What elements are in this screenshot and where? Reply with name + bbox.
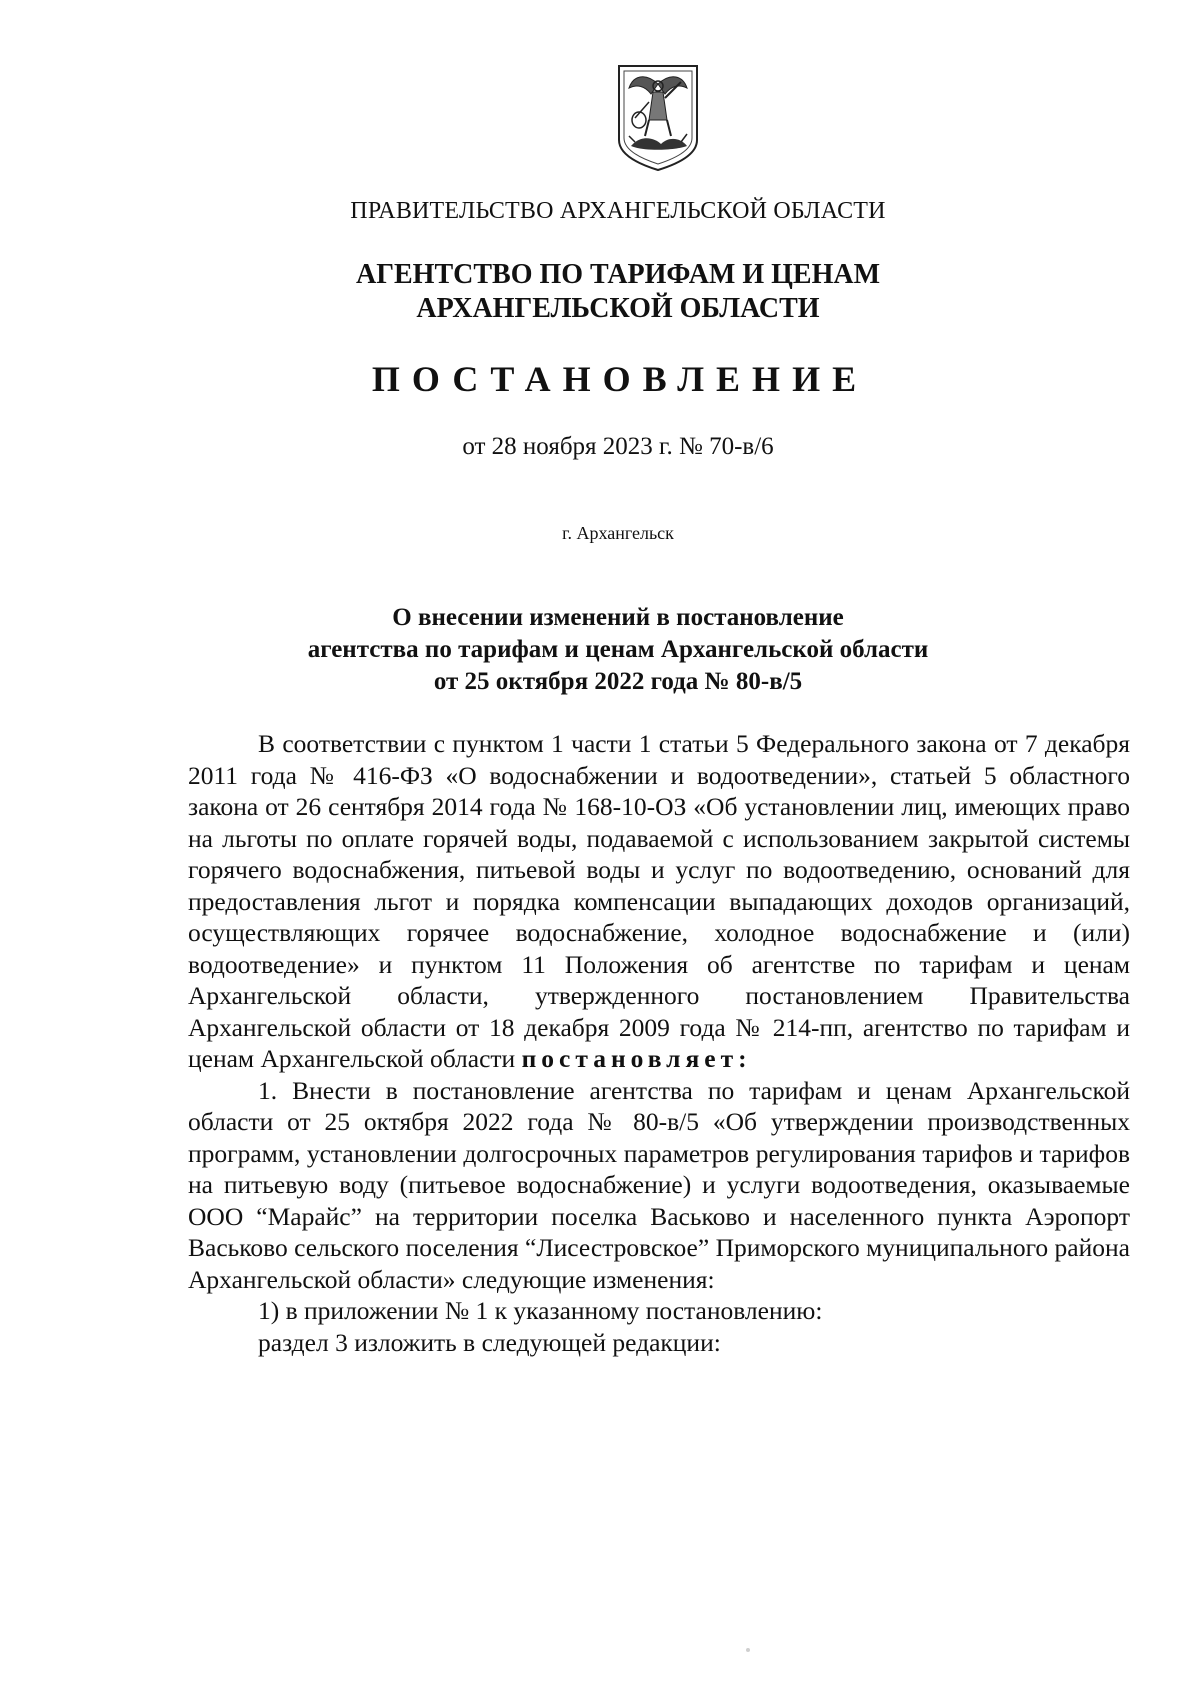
document-title <box>18 602 1200 698</box>
document-title-line1: О внесении изменений в постановление <box>392 604 844 631</box>
agency-heading-line2: АРХАНГЕЛЬСКОЙ ОБЛАСТИ <box>416 293 820 324</box>
arkhangelsk-coat-of-arms-emblem <box>615 62 701 172</box>
document-type: ПОСТАНОВЛЕНИЕ <box>371 359 869 399</box>
agency-heading-line1: АГЕНТСТВО ПО ТАРИФАМ И ЦЕНАМ <box>355 259 881 290</box>
item-1-paragraph: 1. Внести в постановление агентства по тарифам и ценам Архангельской области от 25 октября 2022 года № 80-в/5 «Об утверждении производственных программ, установлении долгосрочных параметров регулирования тарифов и тарифов на питьевую воду (питьевое водоснабжение) и услуги водоотведения, оказываемые ООО “Марайс” на территории поселка Васьково и населенного пункта Аэропорт Васьково сельского поселения “Лисестровское” Приморского муниципального района Архангельской области» следующие изменения: <box>188 1075 1130 1294</box>
scan-dot <box>746 1648 750 1652</box>
section-3-paragraph: раздел 3 изложить в следующей редакции: <box>258 1327 721 1357</box>
government-heading: ПРАВИТЕЛЬСТВО АРХАНГЕЛЬСКОЙ ОБЛАСТИ <box>350 198 886 224</box>
document-title-line3: от 25 октября 2022 года № 80-в/5 <box>433 668 803 695</box>
preamble-paragraph <box>188 728 1130 1075</box>
preamble-text: В соответствии с пунктом 1 части 1 статьи 5 Федерального закона от 7 декабря 2011 года № 416-ФЗ «О водоснабжении и водоотведении», статьей 5 областного закона от 26 сентября 2014 года № 168-10-ОЗ «Об установлении лиц, имеющих право на льготы по оплате горячей воды, подаваемой с использованием закрытой системы горячего водоснабжения, питьевой воды и услуг по водоотведению, оснований для предоставления льгот и порядка компенсации выпадающих доходов организаций, осуществляющих горячее водоснабжение, холодное водоснабжение и (или) водоотведение» и пунктом 11 Положения об агентстве по тарифам и ценам Архангельской области, утвержденного постановлением Правительства Архангельской области от 18 декабря 2009 года № 214-пп, агентство по тарифам и ценам Архангельской области <box>188 729 1130 1073</box>
document-title-line2: агентства по тарифам и ценам Архангельской области <box>307 636 929 663</box>
resolves-keyword: постановляет: <box>521 1044 752 1073</box>
document-body <box>188 728 1130 1358</box>
subitem-1-paragraph: 1) в приложении № 1 к указанному постановлению: <box>258 1296 823 1325</box>
document-city: г. Архангельск <box>562 523 674 543</box>
document-date-number: от 28 ноября 2023 г. № 70-в/6 <box>462 433 774 460</box>
agency-heading <box>18 258 1200 326</box>
